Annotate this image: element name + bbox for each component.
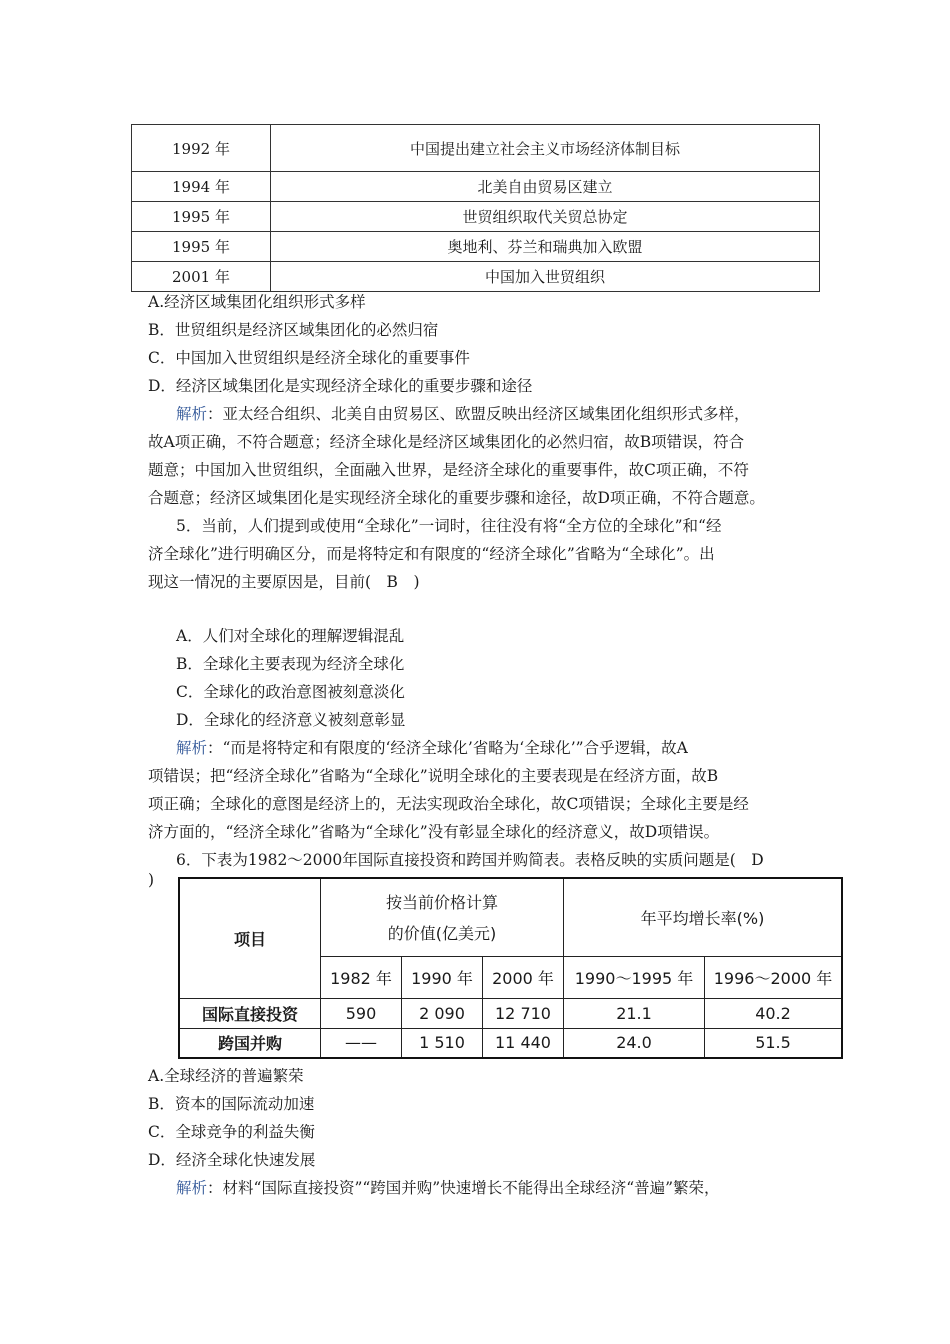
row-name: 国际直接投资	[179, 998, 321, 1028]
q4-option-a: A.经济区域集团化组织形式多样	[148, 293, 366, 311]
q6-analysis-line: 解析：材料“国际直接投资”“跨国并购”快速增长不能得出全球经济“普遍”繁荣，	[176, 1179, 720, 1197]
subheader-cell: 1996～2000 年	[705, 956, 843, 998]
table-row	[132, 262, 820, 292]
table-row	[132, 232, 820, 262]
year-cell: 1995 年	[132, 232, 271, 262]
q5-analysis-line: 济方面的，“经济全球化”省略为“全球化”没有彰显全球化的经济意义，故D项错误。	[148, 823, 720, 841]
table-row	[132, 125, 820, 172]
table-cell: 11 440	[483, 1028, 564, 1058]
q4-analysis-line: 合题意；经济区域集团化是实现经济全球化的重要步骤和途径，故D项正确，不符合题意。	[148, 489, 765, 507]
q5-stem-line: 5．当前，人们提到或使用“全球化”一词时，往往没有将“全方位的全球化”和“经	[176, 517, 722, 535]
q6-option-c: C．全球竞争的利益失衡	[148, 1123, 315, 1141]
q6-option-d: D．经济全球化快速发展	[148, 1151, 316, 1169]
table-row	[179, 1028, 842, 1058]
q5-analysis-line: 项错误；把“经济全球化”省略为“全球化”说明全球化的主要表现是在经济方面，故B	[148, 767, 719, 785]
year-cell: 2001 年	[132, 262, 271, 292]
row-name: 跨国并购	[179, 1028, 321, 1058]
q5-analysis-line: 解析：“而是将特定和有限度的‘经济全球化’省略为‘全球化’”合乎逻辑，故A	[176, 739, 688, 757]
header-growth: 年平均增长率(%)	[564, 878, 843, 956]
year-cell: 1992 年	[132, 125, 271, 172]
events-table	[131, 124, 820, 292]
event-cell: 中国加入世贸组织	[271, 262, 820, 292]
analysis-label: 解析	[176, 1179, 208, 1197]
q4-option-c: C．中国加入世贸组织是经济全球化的重要事件	[148, 349, 470, 367]
q4-analysis-line: 故A项正确，不符合题意；经济全球化是经济区域集团化的必然归宿，故B项错误，符合	[148, 433, 745, 451]
investment-table	[178, 877, 843, 1059]
event-cell: 北美自由贸易区建立	[271, 172, 820, 202]
analysis-label: 解析	[176, 405, 208, 423]
table-row	[132, 172, 820, 202]
table-cell: 1 510	[402, 1028, 483, 1058]
table-cell: ——	[321, 1028, 402, 1058]
subheader-cell: 2000 年	[483, 956, 564, 998]
event-cell: 奥地利、芬兰和瑞典加入欧盟	[271, 232, 820, 262]
q5-stem-line: 现这一情况的主要原因是，目前( B )	[148, 573, 420, 591]
q6-stem-line: 6．下表为1982～2000年国际直接投资和跨国并购简表。表格反映的实质问题是( D	[176, 851, 764, 869]
q6-stem-line: )	[148, 871, 155, 889]
year-cell: 1995 年	[132, 202, 271, 232]
table-header-row	[179, 878, 842, 956]
header-value: 按当前价格计算 的价值(亿美元)	[321, 878, 564, 956]
q6-option-b: B．资本的国际流动加速	[148, 1095, 315, 1113]
table-cell: 21.1	[564, 998, 705, 1028]
q5-option-a: A．人们对全球化的理解逻辑混乱	[176, 627, 405, 645]
subheader-cell: 1982 年	[321, 956, 402, 998]
table-row	[179, 998, 842, 1028]
q5-stem-line: 济全球化”进行明确区分，而是将特定和有限度的“经济全球化”省略为“全球化”。出	[148, 545, 715, 563]
q4-option-b: B．世贸组织是经济区域集团化的必然归宿	[148, 321, 439, 339]
year-cell: 1994 年	[132, 172, 271, 202]
q4-analysis-line: 题意；中国加入世贸组织，全面融入世界，是经济全球化的重要事件，故C项正确，不符	[148, 461, 749, 479]
analysis-label: 解析	[176, 739, 208, 757]
event-cell: 中国提出建立社会主义市场经济体制目标	[271, 125, 820, 172]
table-cell: 12 710	[483, 998, 564, 1028]
subheader-cell: 1990～1995 年	[564, 956, 705, 998]
q4-option-d: D．经济区域集团化是实现经济全球化的重要步骤和途径	[148, 377, 533, 395]
q4-analysis-line: 解析：亚太经合组织、北美自由贸易区、欧盟反映出经济区域集团化组织形式多样，	[176, 405, 750, 423]
table-row	[132, 202, 820, 232]
table-cell: 2 090	[402, 998, 483, 1028]
table-cell: 590	[321, 998, 402, 1028]
q6-option-a: A.全球经济的普遍繁荣	[148, 1067, 304, 1085]
q5-analysis-line: 项正确；全球化的意图是经济上的，无法实现政治全球化，故C项错误；全球化主要是经	[148, 795, 749, 813]
table-cell: 51.5	[705, 1028, 843, 1058]
q5-option-d: D．全球化的经济意义被刻意彰显	[176, 711, 406, 729]
header-item: 项目	[179, 878, 321, 998]
q5-option-c: C．全球化的政治意图被刻意淡化	[176, 683, 405, 701]
table-cell: 24.0	[564, 1028, 705, 1058]
table-cell: 40.2	[705, 998, 843, 1028]
subheader-cell: 1990 年	[402, 956, 483, 998]
event-cell: 世贸组织取代关贸总协定	[271, 202, 820, 232]
q5-option-b: B．全球化主要表现为经济全球化	[176, 655, 405, 673]
